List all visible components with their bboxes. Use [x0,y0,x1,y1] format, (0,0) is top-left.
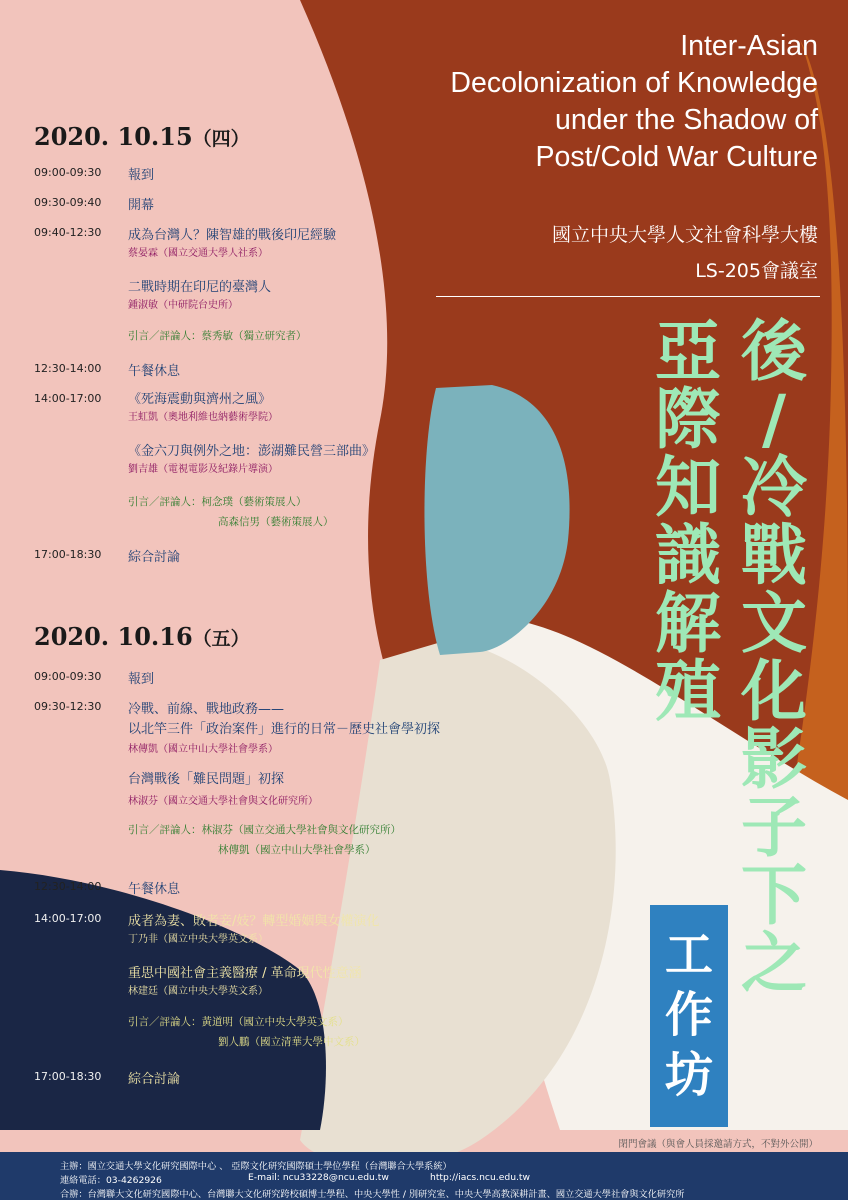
session-title: 開幕 [128,198,155,213]
time: 09:30-12:30 [34,700,102,713]
workshop-char: 工 [664,927,713,983]
commentator: 引言／評論人：蔡秀敏（獨立研究者） [128,330,307,342]
vt-char: 知 [655,449,721,526]
commentator: 林傳凱（國立中山大學社會學系） [218,844,376,856]
day1-date [34,122,250,151]
phone-value: 03-4262926 [105,1175,162,1186]
time: 09:40-12:30 [34,226,102,239]
host-label: 主辦： [60,1161,88,1172]
venue-room: LS-205會議室 [695,260,818,282]
talk-title: 成者為妻、敗者妾/妓？轉型婚姻與女權演化 [128,914,380,929]
day2-date [34,622,250,651]
vt-char: 識 [655,517,721,594]
closed-meeting-note: 閉門會議（與會人員採邀請方式，不對外公開） [618,1139,818,1150]
time: 17:00-18:30 [34,1070,102,1083]
speaker: 鍾淑敏（中研院台史所） [128,300,238,311]
time: 09:00-09:30 [34,166,102,179]
time: 14:00-17:00 [34,912,102,925]
workshop-char: 坊 [664,1047,713,1103]
day1-weekday: （四） [192,128,250,150]
phone-line [60,1172,162,1186]
speaker: 丁乃非（國立中央大學英文系） [128,934,268,945]
commentator: 劉人鵬（國立清華大學中文系） [218,1036,365,1048]
vt-char: 化 [741,653,807,730]
vt-char: 際 [655,381,721,458]
talk-title-cont: 以北竿三件「政治案件」進行的日常－歷史社會學初探 [128,722,441,737]
vt-char: / [761,381,787,458]
day2-weekday: （五） [192,628,250,650]
day2-date-text: 2020. 10.16 [34,622,193,651]
time: 17:00-18:30 [34,548,102,561]
commentator: 引言／評論人：林淑芬（國立交通大學社會與文化研究所） [128,824,401,836]
vt-char: 影 [741,721,807,798]
commentator: 引言／評論人：黃道明（國立中央大學英文系） [128,1016,349,1028]
vt-char: 後 [741,313,807,390]
vt-char: 冷 [741,449,807,526]
cohost-value: 台灣聯大文化研究國際中心、台灣聯大文化研究跨校碩博士學程、中央大學性 / 別研究室、中央大學高教深耕計畫、國立交通大學社會與文化研究所 [87,1189,685,1200]
vt-char: 下 [741,857,807,934]
venue-building: 國立中央大學人文社會科學大樓 [551,224,818,246]
title-line-2: Decolonization of Knowledge [450,67,818,99]
talk-title: 重思中國社會主義醫療 / 革命現代性意涵 [128,966,362,981]
venue-divider [436,296,820,297]
commentator: 高森信男（藝術策展人） [218,516,334,528]
talk-title: 冷戰、前線、戰地政務—— [128,702,285,717]
vt-char: 戰 [741,517,807,594]
talk-title: 台灣戰後「難民問題」初探 [128,772,285,787]
title-line-4: Post/Cold War Culture [535,141,818,173]
vt-char: 子 [741,789,807,866]
workshop-char: 作 [664,987,713,1043]
vt-char: 解 [655,585,721,662]
cohost-label: 合辦： [60,1189,88,1200]
session-title: 午餐休息 [128,882,181,897]
session-title: 綜合討論 [128,1072,181,1087]
time: 09:30-09:40 [34,196,102,209]
speaker: 王虹凱（奧地利維也納藝術學院） [128,412,278,423]
email-line [248,1172,389,1183]
vt-char: 文 [741,585,807,662]
vertical-title-right [734,313,814,1002]
workshop-label [650,925,728,1105]
vt-char: 亞 [655,313,721,390]
vertical-title-left [648,313,728,730]
vt-char: 殖 [655,653,721,730]
email-label: E-mail: [248,1172,280,1183]
talk-title: 《金六刀與例外之地：澎湖難民營三部曲》 [128,444,376,459]
talk-title: 成為台灣人？陳智雄的戰後印尼經驗 [128,228,337,243]
speaker: 林淑芬（國立交通大學社會與文化研究所） [128,796,318,807]
speaker: 蔡晏霖（國立交通大學人社系） [128,248,268,259]
time: 12:30-14:00 [34,880,102,893]
talk-title: 二戰時期在印尼的臺灣人 [128,280,272,295]
speaker: 林建廷（國立中央大學英文系） [128,986,268,997]
vt-char: 之 [741,925,807,1002]
website-link[interactable]: http://iacs.ncu.edu.tw [430,1172,531,1183]
title-line-1: Inter-Asian [680,30,818,62]
english-title [338,28,818,176]
time: 14:00-17:00 [34,392,102,405]
session-title: 報到 [128,168,155,183]
time: 09:00-09:30 [34,670,102,683]
title-line-3: under the Shadow of [554,104,818,136]
host-value: 國立交通大學文化研究國際中心 、 亞際文化研究國際碩士學位學程（台灣聯合大學系統） [87,1161,452,1172]
speaker: 林傳凱（國立中山大學社會學系） [128,744,278,755]
talk-title: 《死海震動與濟州之風》 [128,392,272,407]
speaker: 劉吉雄（電視電影及紀錄片導演） [128,464,278,475]
session-title: 綜合討論 [128,550,181,565]
email-value[interactable]: ncu33228@ncu.edu.tw [282,1172,389,1183]
cohost-line [60,1186,685,1200]
host-line [60,1158,452,1172]
session-title: 午餐休息 [128,364,181,379]
day1-date-text: 2020. 10.15 [34,122,193,151]
commentator: 引言／評論人：柯念璞（藝術策展人） [128,496,307,508]
session-title: 報到 [128,672,155,687]
phone-label: 連絡電話： [60,1175,106,1186]
time: 12:30-14:00 [34,362,102,375]
footer [0,1152,848,1200]
